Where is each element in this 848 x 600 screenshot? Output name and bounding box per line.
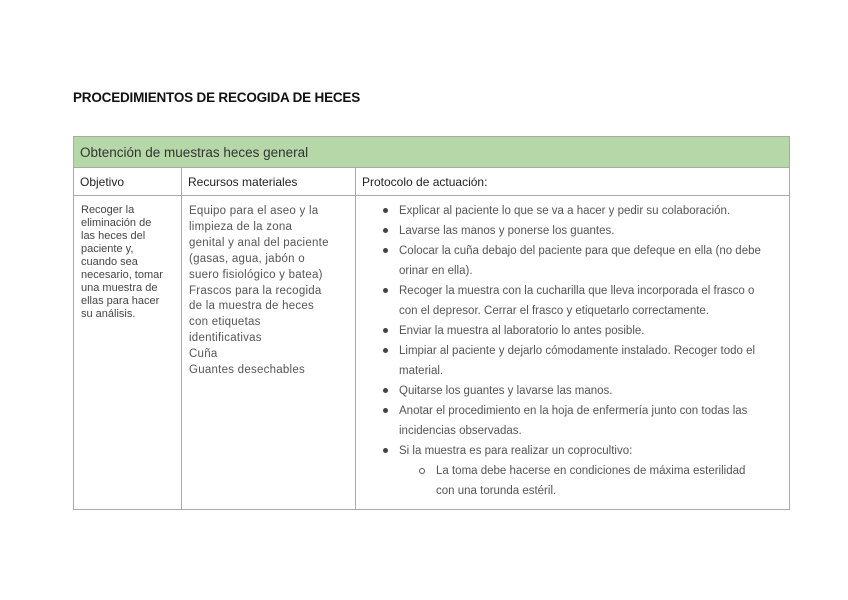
protocol-step: Colocar la cuña debajo del paciente para que defeque en ella (no debe orinar en ella). bbox=[399, 241, 781, 281]
protocol-step: Recoger la muestra con la cucharilla que lleva incorporada el frasco o con el depresor. Cerrar el frasco y etiquetarlo correctamente. bbox=[399, 281, 781, 321]
recursos-cell bbox=[182, 196, 356, 510]
objetivo-line: ellas para hacer bbox=[81, 295, 160, 307]
header-recursos: Recursos materiales bbox=[182, 168, 356, 196]
content-row bbox=[74, 196, 790, 510]
protocol-step: Explicar al paciente lo que se va a hacer y pedir su colaboración. bbox=[399, 201, 781, 221]
header-objetivo: Objetivo bbox=[74, 168, 182, 196]
column-header-row bbox=[74, 168, 790, 196]
recursos-line: identificativas bbox=[189, 332, 262, 345]
section-header-row bbox=[74, 137, 790, 168]
objetivo-line: eliminación de bbox=[81, 217, 152, 229]
recursos-line: genital y anal del paciente bbox=[189, 236, 329, 249]
recursos-line: (gasas, agua, jabón o bbox=[189, 252, 305, 265]
protocolo-cell bbox=[356, 196, 790, 510]
protocol-step: Quitarse los guantes y lavarse las manos. bbox=[399, 381, 781, 401]
header-protocolo: Protocolo de actuación: bbox=[356, 168, 790, 196]
protocol-step: Si la muestra es para realizar un coprocultivo: La toma debe hacerse en condiciones de máxima esterilidad con una torunda estéril. bbox=[399, 441, 781, 501]
objetivo-line: cuando sea bbox=[81, 256, 138, 268]
protocol-steps-list bbox=[364, 201, 781, 501]
protocol-step: Enviar la muestra al laboratorio lo antes posible. bbox=[399, 321, 781, 341]
objetivo-cell bbox=[74, 196, 182, 510]
objetivo-line: las heces del bbox=[81, 230, 146, 242]
protocol-sub-step: La toma debe hacerse en condiciones de máxima esterilidad con una torunda estéril. bbox=[436, 461, 781, 501]
objetivo-line: Recoger la bbox=[81, 204, 135, 216]
recursos-line: limpieza de la zona bbox=[189, 220, 293, 233]
recursos-line: Guantes desechables bbox=[189, 364, 305, 377]
protocol-step: Limpiar al paciente y dejarlo cómodamente instalado. Recoger todo el material. bbox=[399, 341, 781, 381]
protocol-step: Anotar el procedimiento en la hoja de enfermería junto con todas las incidencias observadas. bbox=[399, 401, 781, 441]
procedure-table bbox=[73, 136, 790, 510]
objetivo-line: paciente y, bbox=[81, 243, 134, 255]
recursos-line: suero fisiológico y batea) bbox=[189, 268, 323, 281]
objetivo-line: necesario, tomar bbox=[81, 269, 163, 281]
recursos-line: Equipo para el aseo y la bbox=[189, 205, 319, 217]
section-title: Obtención de muestras heces general bbox=[74, 137, 790, 168]
protocol-step: Lavarse las manos y ponerse los guantes. bbox=[399, 221, 781, 241]
document-title: PROCEDIMIENTOS DE RECOGIDA DE HECES bbox=[73, 90, 361, 105]
recursos-line: Frascos para la recogida bbox=[189, 284, 322, 297]
recursos-line: de la muestra de heces bbox=[189, 300, 315, 313]
recursos-line: Cuña bbox=[189, 348, 218, 361]
recursos-line: con etiquetas bbox=[189, 316, 261, 329]
objetivo-line: su análisis. bbox=[81, 308, 136, 320]
protocol-sub-steps-list bbox=[399, 461, 781, 501]
objetivo-line: una muestra de bbox=[81, 282, 158, 294]
